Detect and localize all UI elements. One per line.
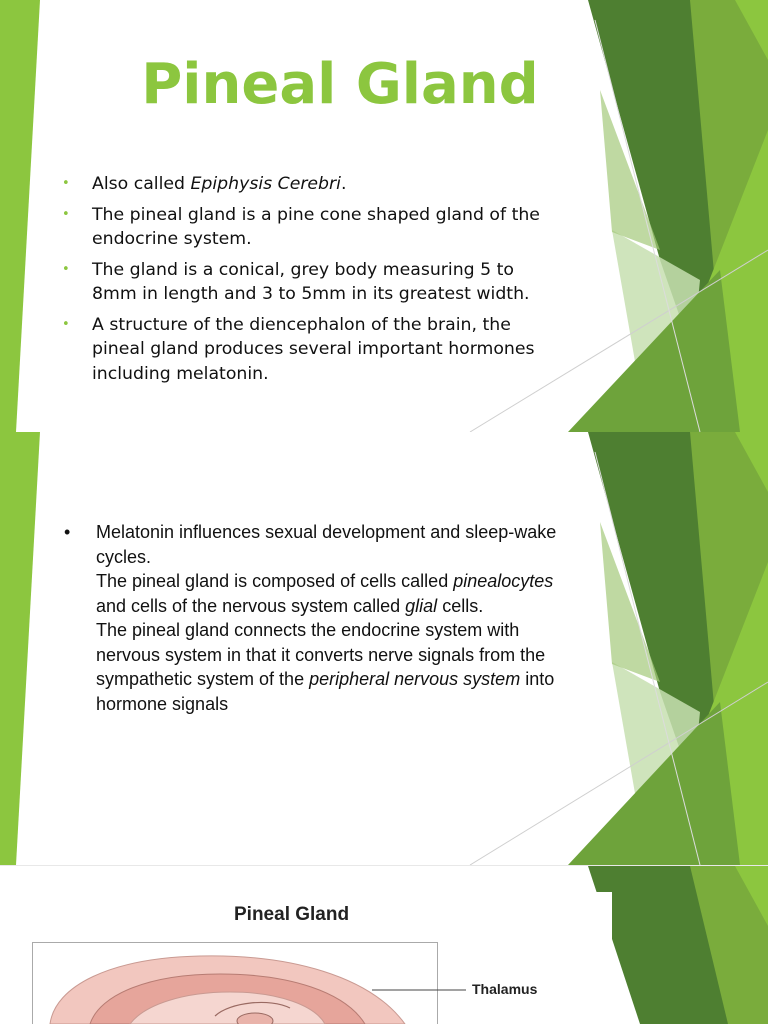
bullet-list — [62, 172, 562, 392]
slide-title: Pineal Gland — [141, 52, 539, 117]
list-item: • A structure of the diencephalon of the brain, the pineal gland produces several important hormones including melatonin. — [62, 314, 535, 384]
bullet-icon: • — [62, 176, 70, 191]
figure-title: Pineal Gland — [234, 904, 350, 925]
list-item: • The gland is a conical, grey body measuring 5 to 8mm in length and 3 to 5mm in its greatest width. — [62, 259, 530, 304]
list-item: • The pineal gland is a pine cone shaped gland of the endocrine system. — [62, 204, 540, 249]
bullet-icon: • — [62, 261, 70, 277]
bullet-icon: • — [62, 206, 70, 222]
slide-3 — [0, 866, 768, 1024]
list-item: • Also called Epiphysis Cerebri. — [62, 172, 562, 197]
bullet-icon: • — [62, 316, 70, 332]
thalamus-label: Thalamus — [472, 981, 538, 997]
slide-1 — [0, 0, 768, 432]
bullet-icon: • — [64, 522, 71, 542]
paragraph: Melatonin influences sexual development and sleep-wake cycles. The pineal gland is composed of cells called pinealocytes and cells of the nervous system called glial cells. The pineal gland connects the endocrine system with nervous system in that it converts nerve signals from the sympathetic system of the peripheral nervous system into hormone signals — [96, 522, 557, 714]
brain-illustration — [0, 866, 612, 1024]
bullet-text-block — [64, 520, 584, 716]
slide-2 — [0, 432, 768, 865]
